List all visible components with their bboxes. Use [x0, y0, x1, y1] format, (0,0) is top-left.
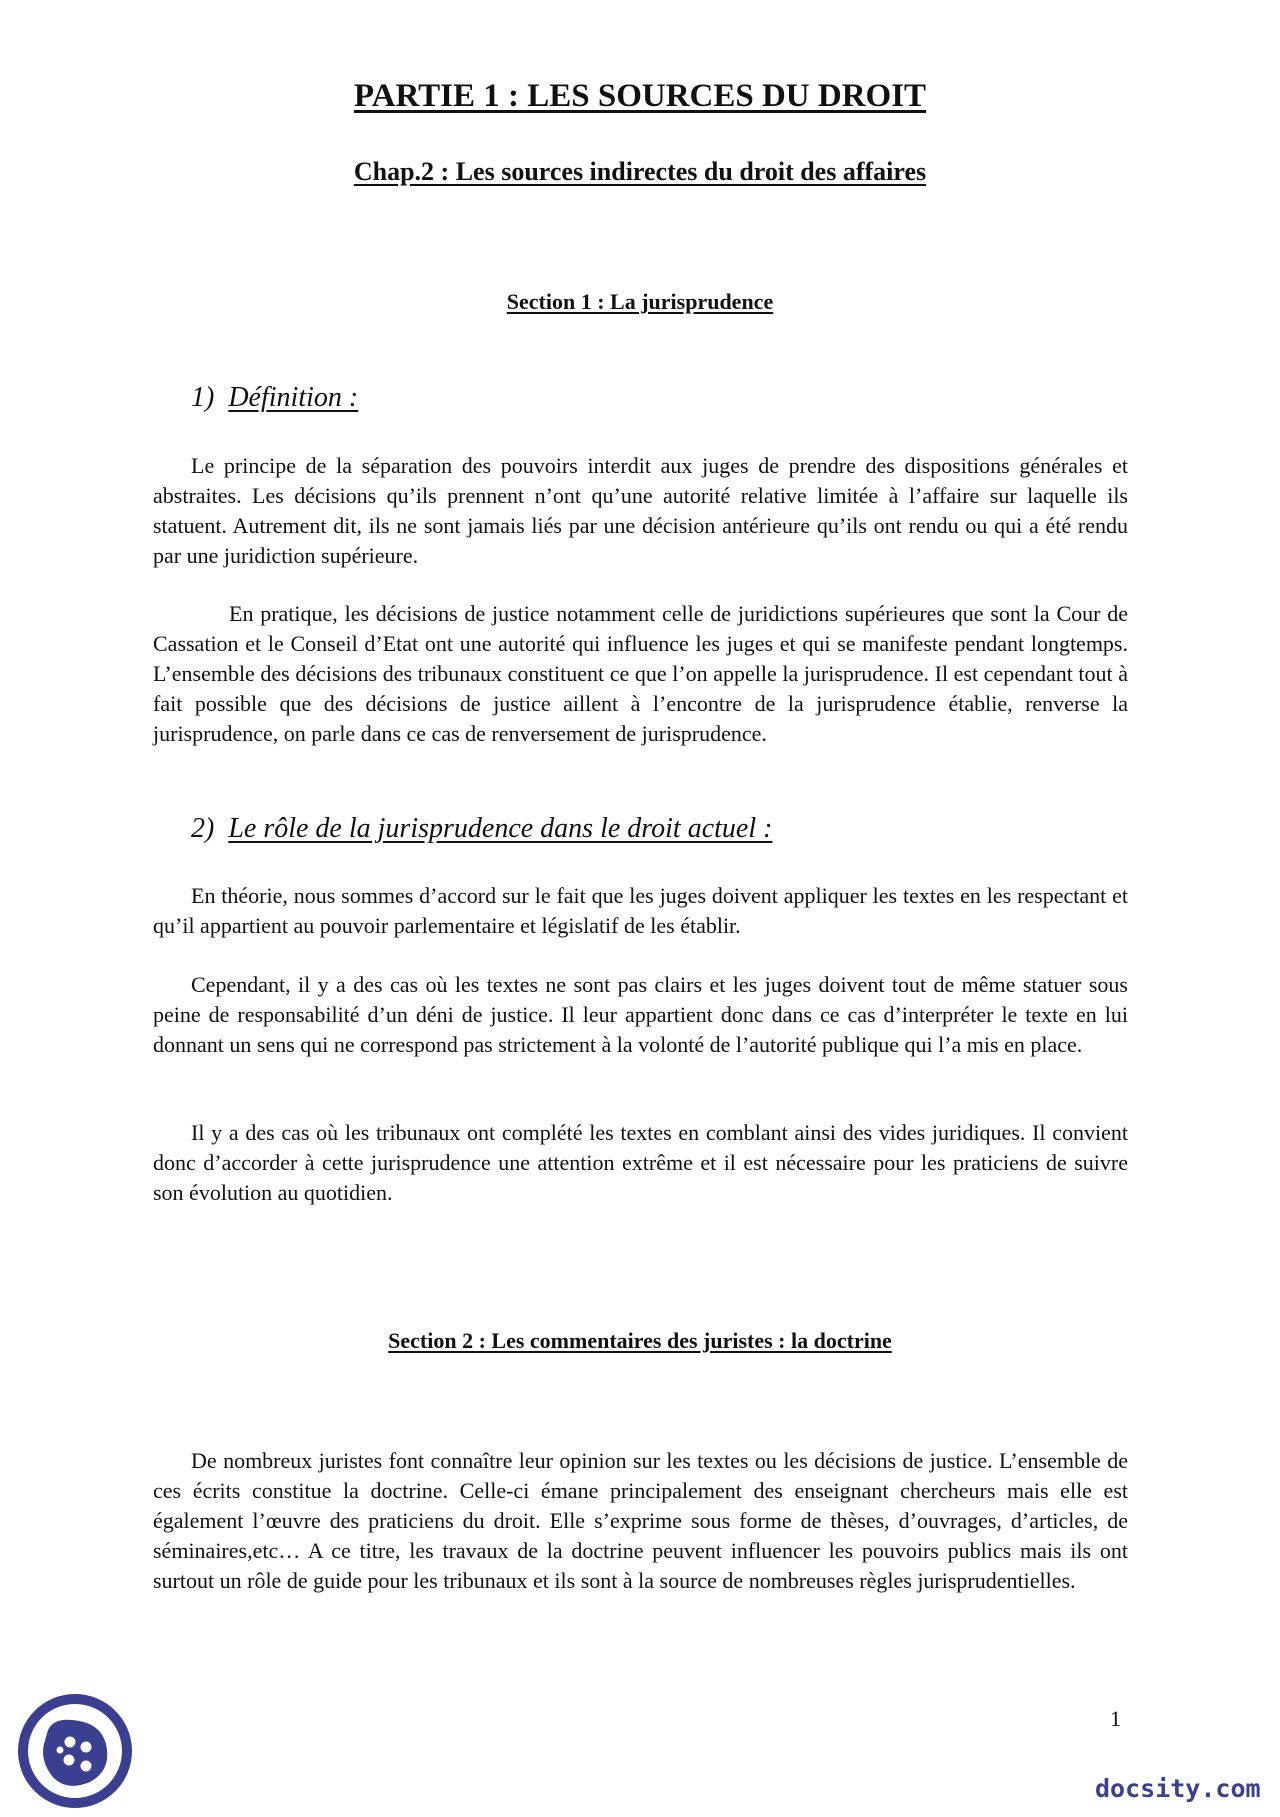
- page-number: 1: [1110, 1706, 1121, 1731]
- chapter-title: Chap.2 : Les sources indirectes du droit des affaires: [353, 157, 927, 186]
- section-1-heading: Section 1 : La jurisprudence: [506, 289, 774, 314]
- document-title: PARTIE 1 : LES SOURCES DU DROIT: [353, 78, 927, 114]
- paragraph-cependant: Cependant, il y a des cas où les textes ne sont pas clairs et les juges doivent tout de même statuer sous peine de responsabilité d’un déni de justice. Il leur appartient donc dans ce cas d’interpréter le texte en lui donnant un sens qui ne correspond pas strictement à la volonté de l’autorité publique qui l’a mis en place.: [153, 972, 1128, 1057]
- subheading-text: Le rôle de la jurisprudence dans le droit actuel :: [228, 813, 773, 844]
- section-2-heading: Section 2 : Les commentaires des juristes : la doctrine: [388, 1328, 892, 1353]
- paragraph-en-pratique: En pratique, les décisions de justice notamment celle de juridictions supérieures que sont la Cour de Cassation et le Conseil d’Etat ont une autorité qui influence les juges et qui se manifeste pendant longtemps. L’ensemble des décisions des tribunaux constituent ce que l’on appelle la jurisprudence. Il est cependant tout à fait possible que des décisions de justice aillent à l’encontre de la jurisprudence établie, renverse la jurisprudence, on parle dans ce cas de renversement de jurisprudence.: [153, 601, 1128, 746]
- paragraph-doctrine: De nombreux juristes font connaître leur opinion sur les textes ou les décisions de justice. L’ensemble de ces écrits constitue la doctrine. Celle-ci émane principalement des enseignant chercheurs mais elle est également l’œuvre des praticiens du droit. Elle s’exprime sous forme de thèses, d’ouvrages, d’articles, de séminaires,etc… A ce titre, les travaux de la doctrine peuvent influencer les pouvoirs publics mais ils ont surtout un rôle de guide pour les tribunaux et ils sont à la source de nombreuses règles jurisprudentielles.: [153, 1448, 1128, 1593]
- subheading-number: 1): [191, 382, 215, 413]
- subheading-text: Définition :: [228, 382, 359, 413]
- paragraph-definition: Le principe de la séparation des pouvoirs interdit aux juges de prendre des dispositions générales et abstraites. Les décisions qu’ils prennent n’ont qu’une autorité relative limitée à l’affaire sur laquelle ils statuent. Autrement dit, ils ne sont jamais liés par une décision antérieure qu’ils ont rendu ou qui a été rendu par une juridiction supérieure.: [153, 453, 1128, 568]
- logo-graphic: [14, 1690, 136, 1812]
- subheading-definition: [191, 382, 358, 414]
- docsity-brand-link[interactable]: docsity.com: [1095, 1774, 1261, 1803]
- subheading-role: [191, 813, 772, 845]
- subheading-number: 2): [191, 813, 215, 844]
- paragraph-en-theorie: En théorie, nous sommes d’accord sur le fait que les juges doivent appliquer les textes en les respectant et qu’il appartient au pouvoir parlementaire et législatif de les établir.: [153, 883, 1128, 938]
- paragraph-tribunaux: Il y a des cas où les tribunaux ont complété les textes en comblant ainsi des vides juridiques. Il convient donc d’accorder à cette jurisprudence une attention extrême et il est nécessaire pour les praticiens de suivre son évolution au quotidien.: [153, 1120, 1128, 1205]
- docsity-logo-icon: [14, 1690, 136, 1812]
